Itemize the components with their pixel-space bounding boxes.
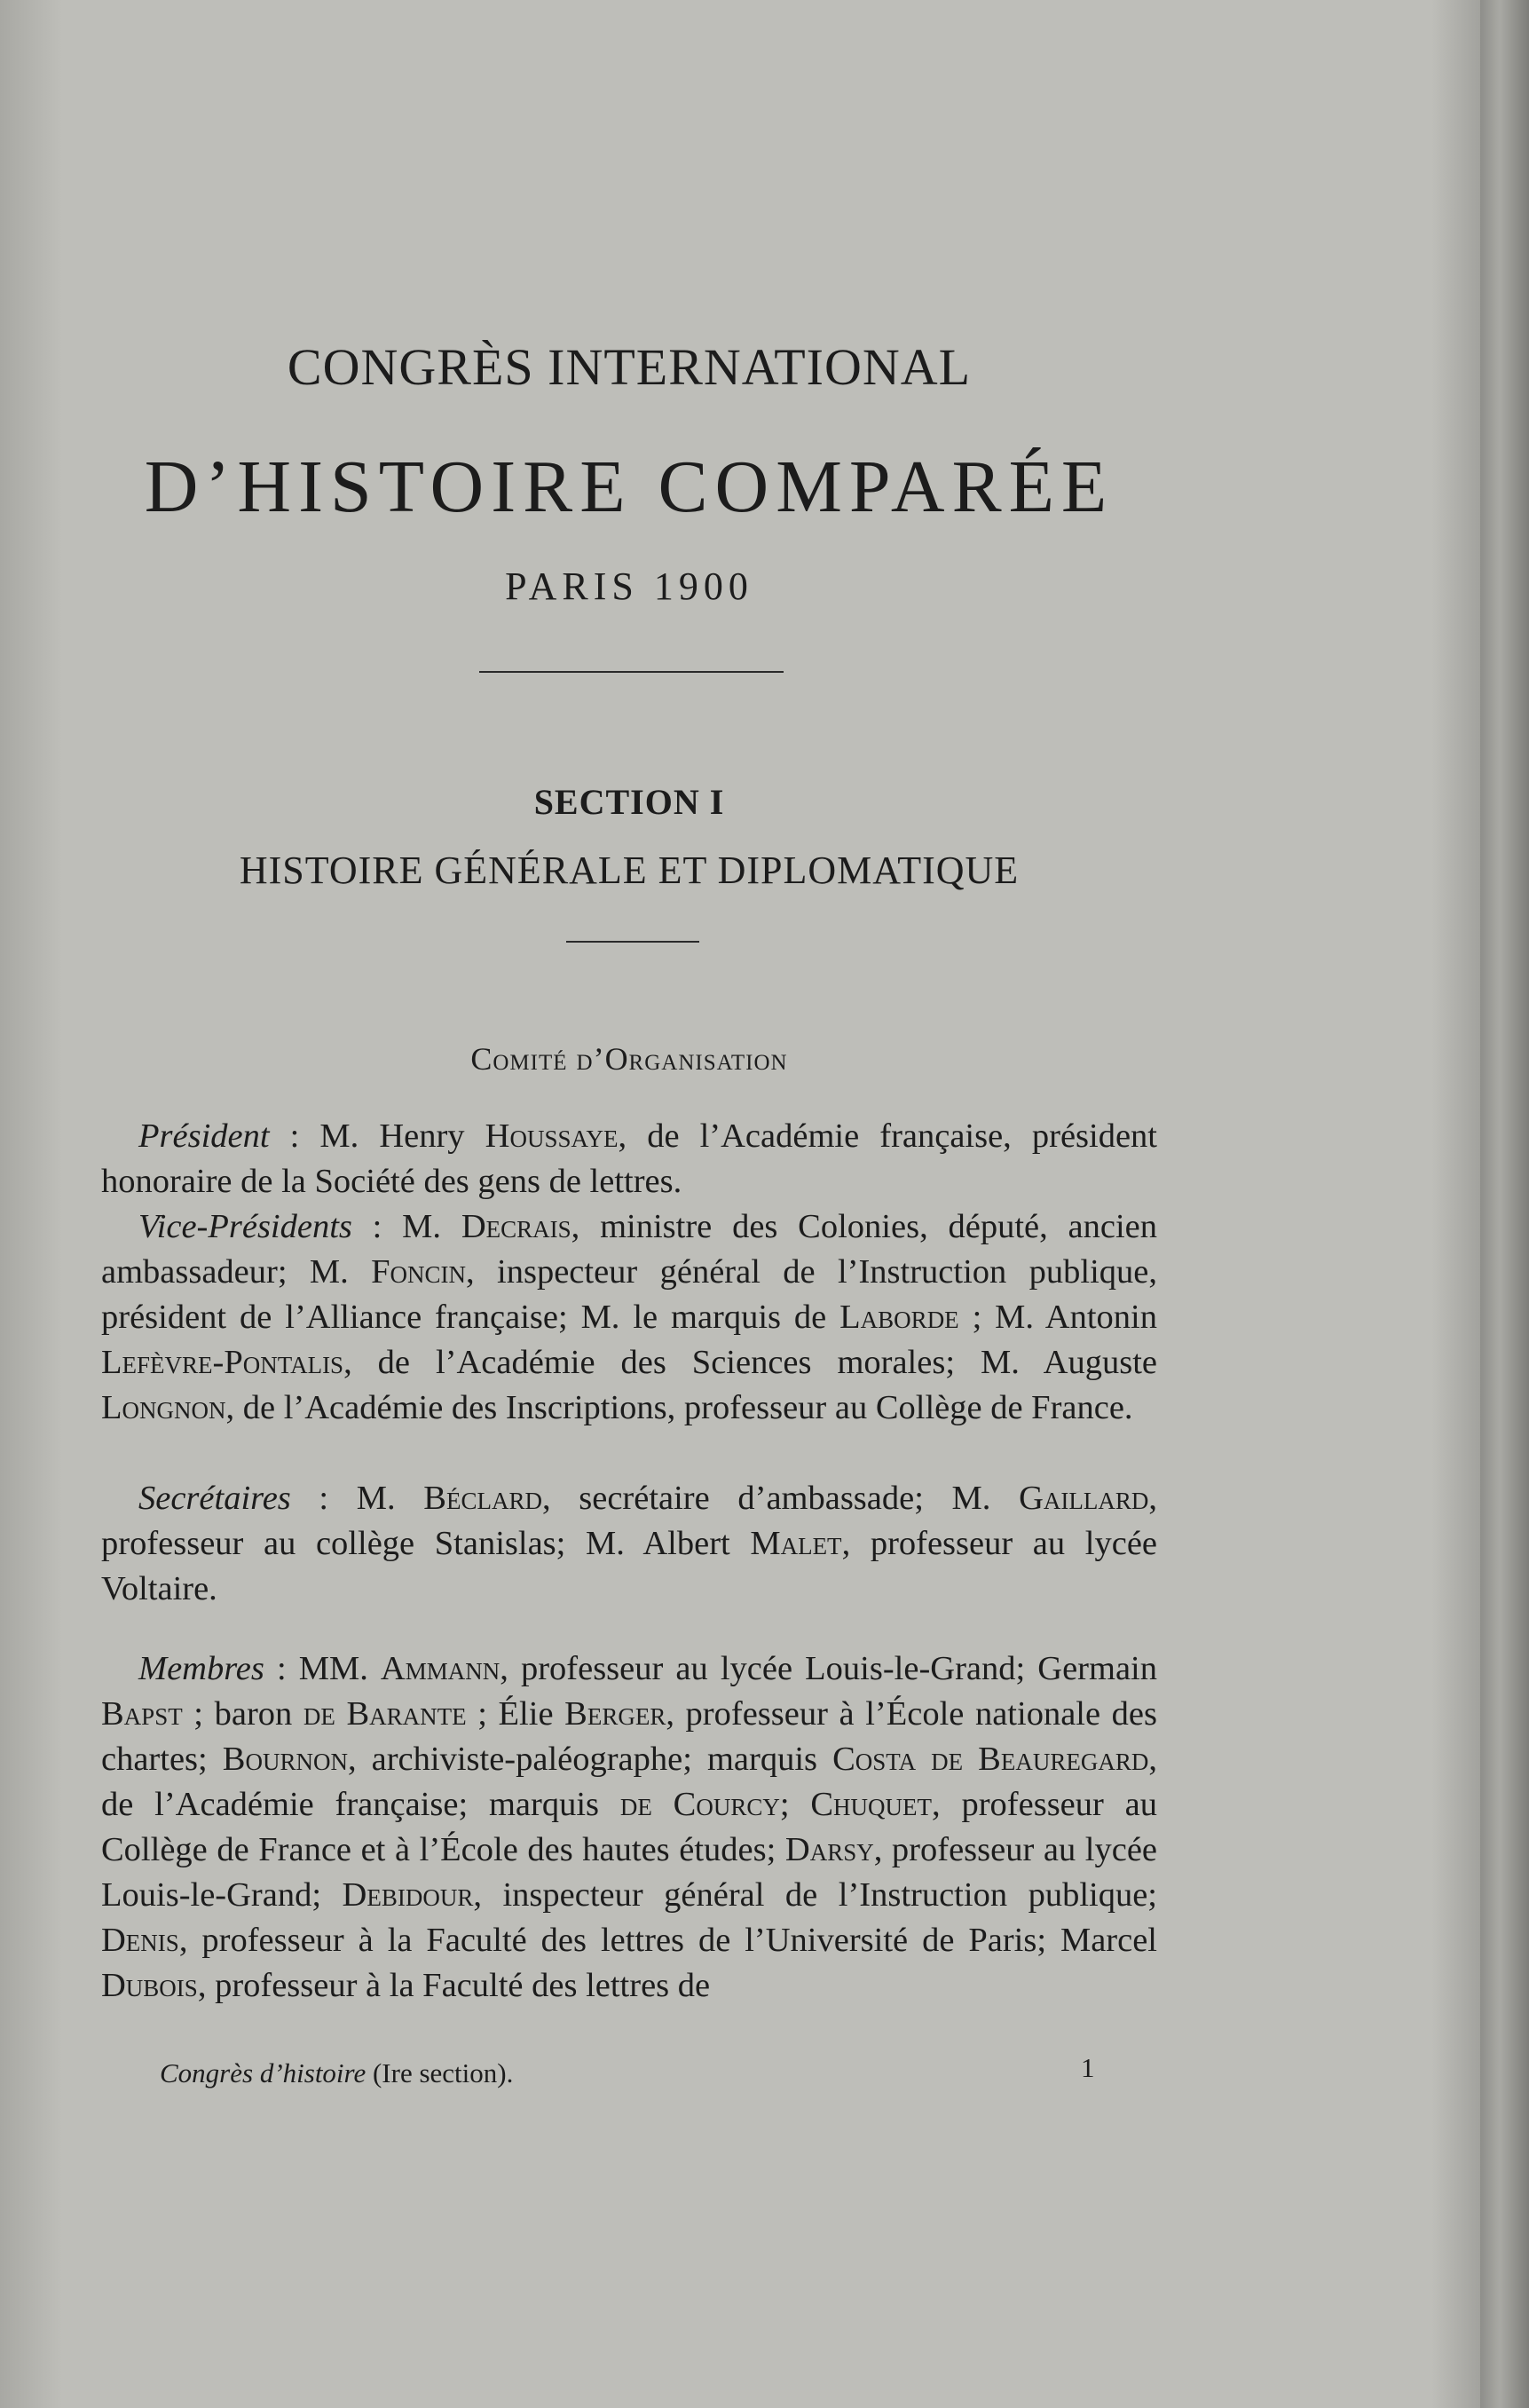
vice-presidents-paragraph: Vice-Présidents : M. Decrais, ministre des Colonies, député, ancien ambassadeur; M. Foncin, inspecteur général de l’Instruction publique, président de l’Alliance française; M. le marquis de Laborde ; M. Antonin Lefèvre-Pontalis, de l’Académie des Sciences morales; M. Auguste Longnon, de l’Académie des Inscriptions, professeur au Collège de France.: [101, 1208, 1157, 1426]
secretaires-label: Secrétaires: [138, 1480, 291, 1517]
congress-title-line1: CONGRÈS INTERNATIONAL: [287, 338, 972, 396]
section-name: HISTOIRE GÉNÉRALE ET DIPLOMATIQUE: [239, 849, 1020, 892]
page-edge-shadow: [1480, 0, 1529, 2408]
secretaires-paragraph: Secrétaires : M. Béclard, secrétaire d’ambassade; M. Gaillard, professeur au collège Stanislas; M. Albert Malet, professeur au lycée Voltaire.: [101, 1480, 1157, 1607]
divider-rule-short: [566, 941, 699, 943]
committee-heading: Comité d’Organisation: [470, 1041, 788, 1077]
membres-label: Membres: [138, 1650, 264, 1687]
president-label: Président: [138, 1117, 270, 1155]
president-paragraph: Président : M. Henry Houssaye, de l’Académie française, président honoraire de la Société des gens de lettres.: [101, 1117, 1157, 1200]
divider-rule: [479, 671, 784, 673]
congress-place-year: PARIS 1900: [505, 564, 753, 608]
page-number: 1: [1081, 2052, 1095, 2083]
footer-title: Congrès d’histoire: [160, 2057, 366, 2088]
running-footer: [160, 2057, 513, 2089]
section-number: SECTION I: [533, 782, 725, 822]
membres-paragraph: Membres : MM. Ammann, professeur au lycée Louis-le-Grand; Germain Bapst ; baron de Barante ; Élie Berger, professeur à l’École nationale des chartes; Bournon, archiviste-paléographe; marquis Costa de Beauregard, de l’Académie française; marquis de Courcy; Chuquet, professeur au Collège de France et à l’École des hautes études; Darsy, professeur au lycée Louis-le-Grand; Debidour, inspecteur général de l’Instruction publique; Denis, professeur à la Faculté des lettres de l’Université de Paris; Marcel Dubois, professeur à la Faculté des lettres de: [101, 1650, 1158, 2004]
vice-presidents-label: Vice-Présidents: [138, 1208, 352, 1245]
footer-section: (Ire section).: [366, 2057, 514, 2088]
congress-title-line2: D’HISTOIRE COMPARÉE: [144, 446, 1115, 528]
